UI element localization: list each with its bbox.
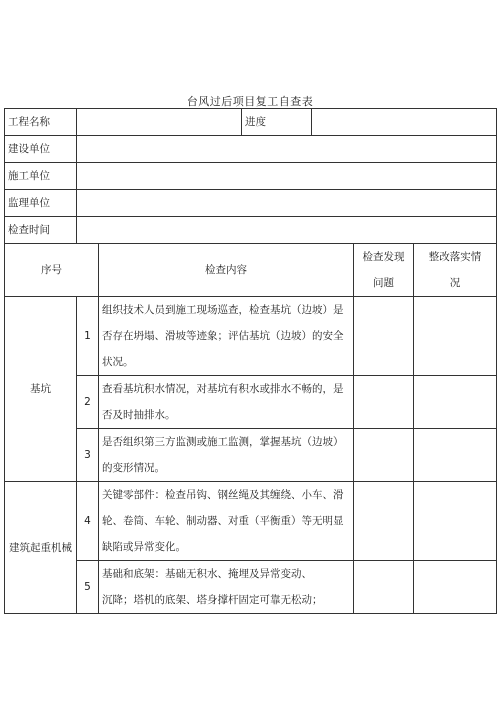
rectify-cell[interactable] [414, 297, 497, 376]
header-found [354, 244, 414, 297]
project-name-label: 工程名称 [5, 109, 77, 136]
header-row [5, 244, 497, 297]
self-check-table [4, 108, 497, 614]
item-number: 2 [77, 376, 99, 429]
progress-field[interactable] [312, 109, 497, 136]
content-line: 轮、卷筒、车轮、制动器、对重（平衡重）等无明显 [102, 515, 344, 527]
item-number: 4 [77, 482, 99, 561]
header-found-line1: 检查发现 [362, 251, 405, 263]
found-issue-cell[interactable] [354, 429, 414, 482]
table-row [5, 429, 497, 482]
form-title: 台风过后项目复工自查表 [186, 95, 314, 108]
rectify-cell[interactable] [414, 482, 497, 561]
found-issue-cell[interactable] [354, 297, 414, 376]
found-issue-cell[interactable] [354, 376, 414, 429]
header-found-line2: 问题 [373, 277, 394, 289]
construction-unit-label: 建设单位 [5, 136, 77, 163]
content-line: 基础和底架：基础无积水、掩埋及异常变动、 [102, 568, 312, 580]
supervisor-label: 监理单位 [5, 190, 77, 217]
supervisor-row [5, 190, 497, 217]
found-issue-cell[interactable] [354, 561, 414, 614]
rectify-cell[interactable] [414, 429, 497, 482]
table-row [5, 297, 497, 376]
item-number: 5 [77, 561, 99, 614]
project-name-field[interactable] [77, 109, 242, 136]
content-line: 否及时抽排水。 [102, 409, 176, 421]
table-row [5, 561, 497, 614]
rectify-cell[interactable] [414, 376, 497, 429]
header-rectify-line2: 况 [449, 277, 461, 289]
supervisor-field[interactable] [77, 190, 497, 217]
header-seq: 序号 [5, 244, 99, 297]
project-name-row [5, 109, 497, 136]
content-line: 查看基坑积水情况，对基坑有积水或排水不畅的，是 [102, 383, 344, 395]
item-content [99, 429, 354, 482]
found-issue-cell[interactable] [354, 482, 414, 561]
item-content [99, 561, 354, 614]
content-line: 缺陷或异常变化。 [102, 541, 186, 553]
header-content: 检查内容 [99, 244, 354, 297]
contractor-field[interactable] [77, 163, 497, 190]
content-line: 是否组织第三方监测或施工监测，掌握基坑（边坡） [102, 436, 344, 448]
content-line: 关键零部件：检查吊钩、钢丝绳及其缠绕、小车、滑 [102, 489, 344, 501]
content-line: 否存在坍塌、滑坡等迹象；评估基坑（边坡）的安全 [102, 330, 344, 342]
content-line: 沉降；塔机的底架、塔身撑杆固定可靠无松动； [102, 594, 323, 606]
header-rectify-line1: 整改落实情 [428, 251, 482, 263]
contractor-row [5, 163, 497, 190]
section-name-pit: 基坑 [5, 297, 77, 482]
check-time-field[interactable] [77, 217, 497, 244]
item-content [99, 376, 354, 429]
check-time-label: 检查时间 [5, 217, 77, 244]
item-number: 3 [77, 429, 99, 482]
contractor-label: 施工单位 [5, 163, 77, 190]
content-line: 组织技术人员到施工现场巡查，检查基坑（边坡）是 [102, 304, 344, 316]
rectify-cell[interactable] [414, 561, 497, 614]
construction-unit-field[interactable] [77, 136, 497, 163]
content-line: 的变形情况。 [102, 462, 165, 474]
check-time-row [5, 217, 497, 244]
header-rectify [414, 244, 497, 297]
table-row [5, 376, 497, 429]
progress-label: 进度 [242, 109, 312, 136]
table-row [5, 482, 497, 561]
item-content [99, 482, 354, 561]
construction-unit-row [5, 136, 497, 163]
item-number: 1 [77, 297, 99, 376]
content-line: 状况。 [102, 356, 134, 368]
section-name-crane: 建筑起重机械 [5, 482, 77, 614]
item-content [99, 297, 354, 376]
